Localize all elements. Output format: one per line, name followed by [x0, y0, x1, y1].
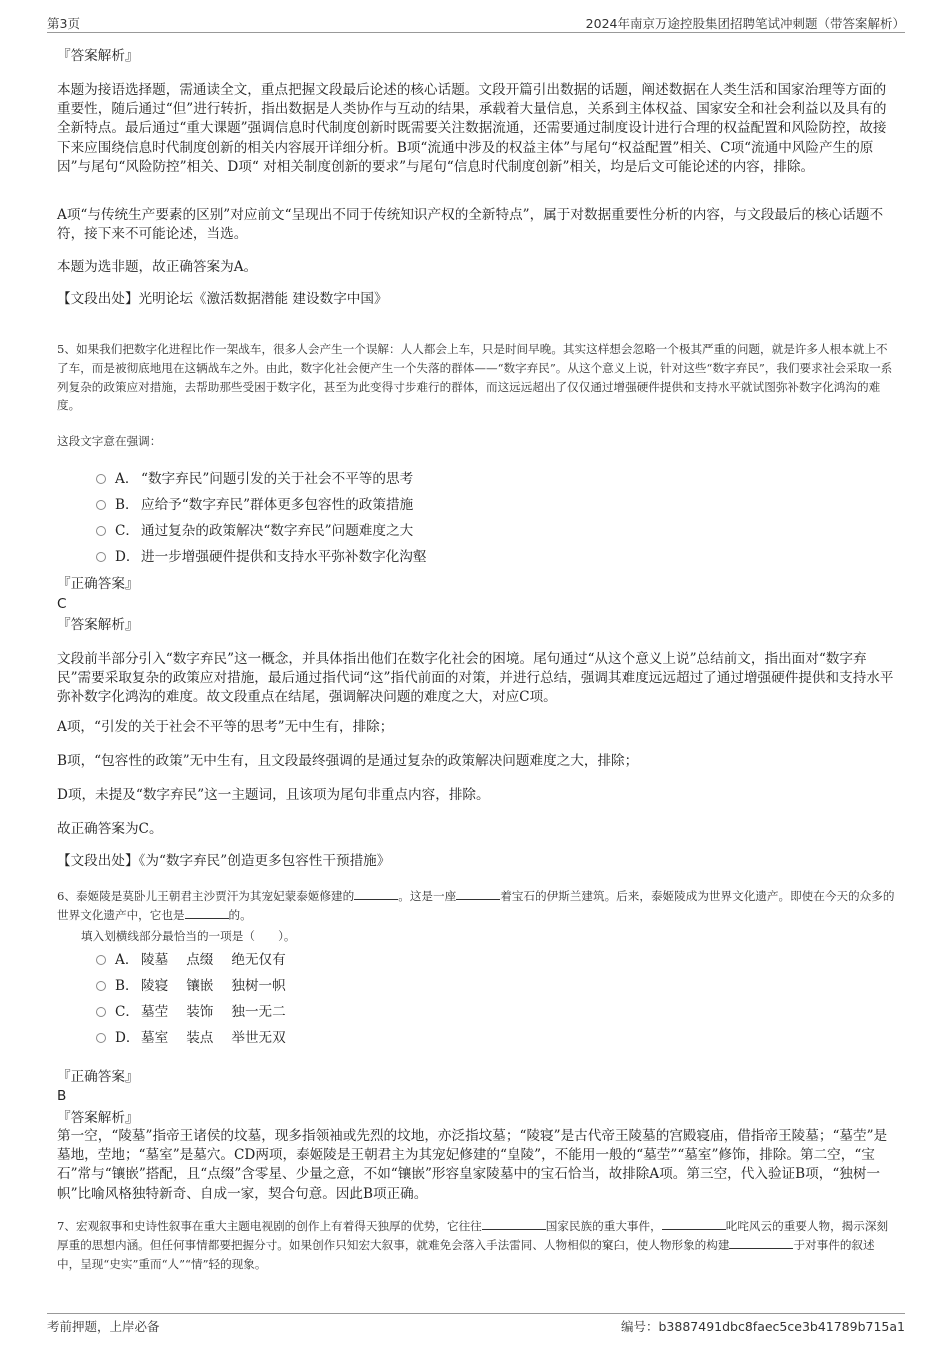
q5-option-b[interactable]: B． 应给予“数字弃民”群体更多包容性的政策措施: [96, 495, 413, 515]
q5-stem: 5、如果我们把数字化进程比作一架战车，很多人会产生一个误解：人人都会上车，只是时间早晚。其实这样想会忽略一个极其严重的问题，就是许多人根本就上不了车，而是被彻底地甩在这辆战车之外。由此，数字化社会便产生一个失落的群体——“数字弃民”。从这个意义上说，针对这些“数字弃民”，我们要求社会采取一系列复杂的政策应对措施，去帮助那些受困于数字化，甚至为此变得寸步难行的群体，而这远远超出了仅仅通过增强硬件提供和支持水平就试图弥补数字化鸿沟的难度。: [57, 342, 893, 413]
radio-icon[interactable]: [96, 500, 106, 510]
radio-icon[interactable]: [96, 474, 106, 484]
q5-analysis-p5: 故正确答案为C。: [57, 821, 163, 837]
q5-analysis-p1: 文段前半部分引入“数字弃民”这一概念，并具体指出他们在数字化社会的困境。尾句通过“从这个意义上说”总结前文，指出面对“数字弃民”需要采取复杂的政策应对措施，最后通过指代词“这”指代前面的对策，并进行总结，强调其难度远远超过了通过增强硬件提供和支持水平弥补数字化鸿沟的难度。故文段重点在结尾，强调解决问题的难度之大，对应C项。: [57, 651, 894, 706]
q6-answer: B: [57, 1088, 67, 1104]
fill-blank: [354, 899, 398, 900]
q5-analysis-label: 『答案解析』: [57, 617, 139, 633]
q6-analysis: 第一空，“陵墓”指帝王诸侯的坟墓，现多指领袖或先烈的坟地，亦泛指坟墓；“陵寝”是古代帝王陵墓的宫殿寝庙，借指帝王陵墓；“墓茔”是墓地，茔地；“墓室”是墓穴。CD两项，泰姬陵是王朝君主为其宠妃修建的“皇陵”，不能用一般的“墓茔”“墓室”修饰，排除。第二空，“宝石”常与“镶嵌”搭配，且“点缀”含零星、少量之意，不如“镶嵌”形容皇家陵墓中的宝石恰当，故排除A项。第三空，代入验证B项，“独树一帜”比喻风格独特新奇、自成一家，契合句意。因此B项正确。: [57, 1128, 888, 1202]
radio-icon[interactable]: [96, 552, 106, 562]
q5-analysis-p3: B项，“包容性的政策”无中生有，且文段最终强调的是通过复杂的政策解决问题难度之大，排除；: [57, 753, 639, 769]
q7-stem: 7、宏观叙事和史诗性叙事在重大主题电视剧的创作上有着得天独厚的优势，它往往 国家民族的重大事件， 叱咤风云的重要人物，揭示深刻厚重的思想内涵。但任何事情都要把握分寸。如果创作只知宏大叙事，就难免会落入手法雷同、人物相似的窠臼，使人物形象的构建 于对事件的叙述中，呈现“史实”重而“人”“情”轻的现象。: [57, 1219, 889, 1271]
fill-blank: [662, 1229, 726, 1230]
fill-blank: [482, 1229, 546, 1230]
page-number: 第3页: [47, 16, 80, 31]
q5-option-d[interactable]: D． 进一步增强硬件提供和支持水平弥补数字化沟壑: [96, 547, 426, 567]
q4-analysis-p2: A项“与传统生产要素的区别”对应前文“呈现出不同于传统知识产权的全新特点”，属于对数据重要性分析的内容，与文段最后的核心话题不符，接下来不可能论述，当选。: [57, 207, 884, 243]
q6-option-a[interactable]: A． 陵墓 点缀 绝无仅有: [96, 950, 286, 970]
fill-blank: [456, 899, 500, 900]
q6-prompt: 填入划横线部分最恰当的一项是（ ）。: [81, 929, 296, 943]
q6-option-d[interactable]: D． 墓室 装点 举世无双: [96, 1028, 286, 1048]
q6-option-b[interactable]: B． 陵寝 镶嵌 独树一帜: [96, 976, 286, 996]
document-code: 编号：b3887491dbc8faec5ce3b41789b715a1: [621, 1319, 905, 1334]
radio-icon[interactable]: [96, 955, 106, 965]
q6-option-c[interactable]: C． 墓茔 装饰 独一无二: [96, 1002, 286, 1022]
q4-analysis-p3: 本题为选非题，故正确答案为A。: [57, 259, 258, 275]
footer-slogan: 考前押题，上岸必备: [47, 1319, 160, 1334]
q5-analysis-p2: A项，“引发的关于社会不平等的思考”无中生有，排除；: [57, 719, 394, 735]
q6-stem: 6、泰姬陵是莫卧儿王朝君主沙贾汗为其宠妃蒙泰姬修建的 。这是一座 着宝石的伊斯兰建筑。后来，泰姬陵成为世界文化遗产。即使在今天的众多的世界文化遗产中，它也是 的。: [57, 889, 895, 922]
q5-analysis-p4: D项，未提及“数字弃民”这一主题词，且该项为尾句非重点内容，排除。: [57, 787, 490, 803]
fill-blank: [729, 1248, 793, 1249]
radio-icon[interactable]: [96, 526, 106, 536]
radio-icon[interactable]: [96, 1033, 106, 1043]
q4-analysis-p1: 本题为接语选择题，需通读全文，重点把握文段最后论述的核心话题。文段开篇引出数据的话题，阐述数据在人类生活和国家治理等方面的重要性，随后通过“但”进行转折，指出数据是人类协作与互动的结果，承载着大量信息，关系到主体权益、国家安全和社会利益以及具有的全新特点。最后通过“重大课题”强调信息时代制度创新时既需要关注数据流通，还需要通过制度设计进行合理的权益配置和风险防控，故接下来应围绕信息时代制度创新的相关内容展开详细分析。B项“流通中涉及的权益主体”与尾句“权益配置”相关、C项“流通中风险产生的原因”与尾句“风险防控”相关、D项“ 对相关制度创新的要求”与尾句“信息时代制度创新”相关，均是后文可能论述的内容，排除。: [57, 82, 887, 175]
q5-option-c[interactable]: C． 通过复杂的政策解决“数字弃民”问题难度之大: [96, 521, 413, 541]
q6-answer-label: 『正确答案』: [57, 1069, 139, 1085]
fill-blank: [185, 918, 229, 919]
radio-icon[interactable]: [96, 981, 106, 991]
q5-source: 【文段出处】《为“数字弃民”创造更多包容性干预措施》: [57, 853, 391, 869]
q4-source: 【文段出处】光明论坛《激活数据潜能 建设数字中国》: [57, 291, 388, 307]
page-footer: [47, 1313, 905, 1333]
radio-icon[interactable]: [96, 1007, 106, 1017]
q4-analysis-label: 『答案解析』: [57, 48, 139, 64]
document-title: 2024年南京万途控股集团招聘笔试冲刺题（带答案解析）: [585, 16, 905, 31]
page-header: [47, 13, 905, 33]
q5-prompt: 这段文字意在强调：: [57, 434, 162, 448]
q5-answer-label: 『正确答案』: [57, 576, 139, 592]
q5-option-a[interactable]: A． “数字弃民”问题引发的关于社会不平等的思考: [96, 469, 413, 489]
q6-analysis-label: 『答案解析』: [57, 1110, 139, 1126]
q5-answer: C: [57, 596, 67, 612]
